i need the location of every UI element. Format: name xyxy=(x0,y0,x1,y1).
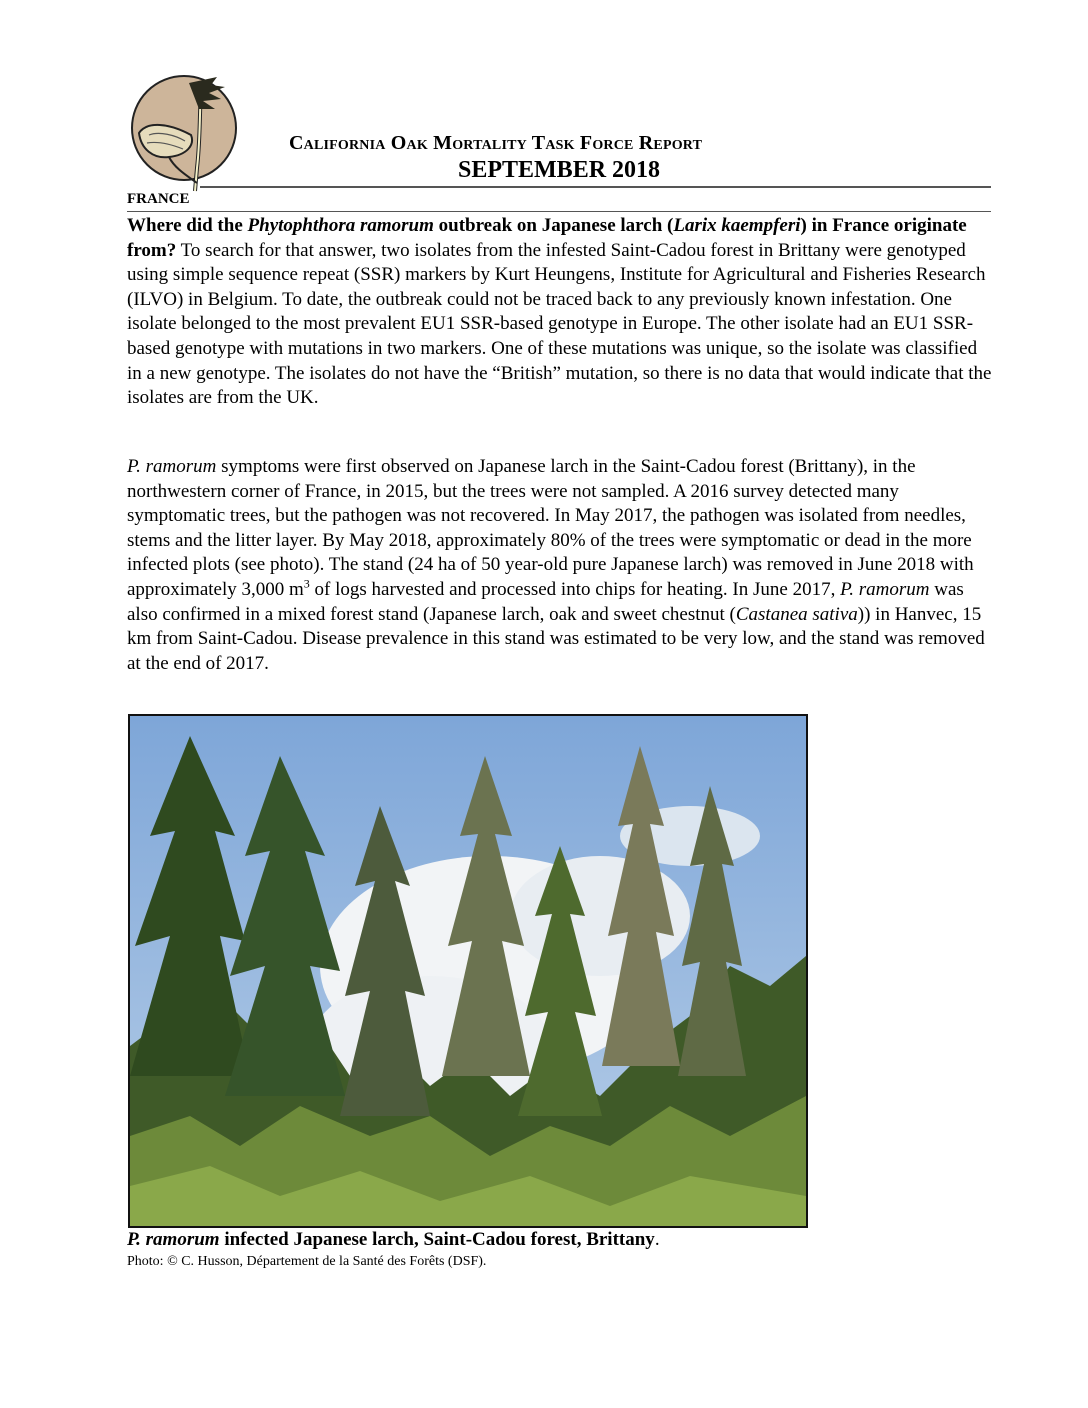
section-rule xyxy=(127,211,991,212)
paragraph-symptoms: P. ramorum symptoms were first observed on Japanese larch in the Saint-Cadou forest (Brittany), in the northwestern corner of France, in 2015, but the trees were not sampled. A 2016 survey detected many symptomatic trees, but the pathogen was not recovered. In May 2017, the pathogen was isolated from needles, stems and the litter layer. By May 2018, approximately 80% of the trees were symptomatic or dead in the more infected plots (see photo). The stand (24 ha of 50 year-old pure Japanese larch) was removed in June 2018 with approximately 3,000 $m^3$ of logs harvested and processed into chips for heating. In June 2017, P. ramorum was also confirmed in a mixed forest stand (Japanese larch, oak and sweet chestnut (Castanea sativa)) in Hanvec, 15 km from Saint-Cadou. Disease prevalence in this stand was estimated to be very low, and the stand was removed at the end of 2017. xyxy=(127,456,985,674)
header-rule xyxy=(200,186,991,188)
photo-caption: P. ramorum infected Japanese larch, Saint-Cadou forest, Brittany. xyxy=(127,1229,660,1250)
forest-photo xyxy=(128,714,808,1228)
task-force-logo xyxy=(129,73,239,193)
paragraph-origin xyxy=(127,214,995,411)
section-label: FRANCE xyxy=(127,191,190,207)
report-issue-date: SEPTEMBER 2018 xyxy=(458,157,661,183)
photo-credit: Photo: © C. Husson, Département de la Santé des Forêts (DSF). xyxy=(127,1254,487,1269)
paragraph-text: To search for that answer, two isolates from the infested Saint-Cadou forest in Brittany were genotyped using simple sequence repeat (SSR) markers by Kurt Heungens, Institute for Agricultural and Fisheries Research (ILVO) in Belgium. To date, the outbreak could not be traced back to any previously known infestation. One isolate belonged to the most prevalent EU1 SSR-based genotype in Europe. The other isolate had an EU1 SSR-based genotype with mutations in two markers. One of these mutations was unique, so the isolate was classified in a new genotype. The isolates do not have the “British” mutation, so there is no data that would indicate that the isolates are from the UK. xyxy=(127,239,992,409)
paragraph-lead: Where did the Phytophthora ramorum outbreak on Japanese larch (Larix kaempferi) in France originate from? xyxy=(127,215,967,261)
report-title: California Oak Mortality Task Force Report xyxy=(289,132,703,154)
